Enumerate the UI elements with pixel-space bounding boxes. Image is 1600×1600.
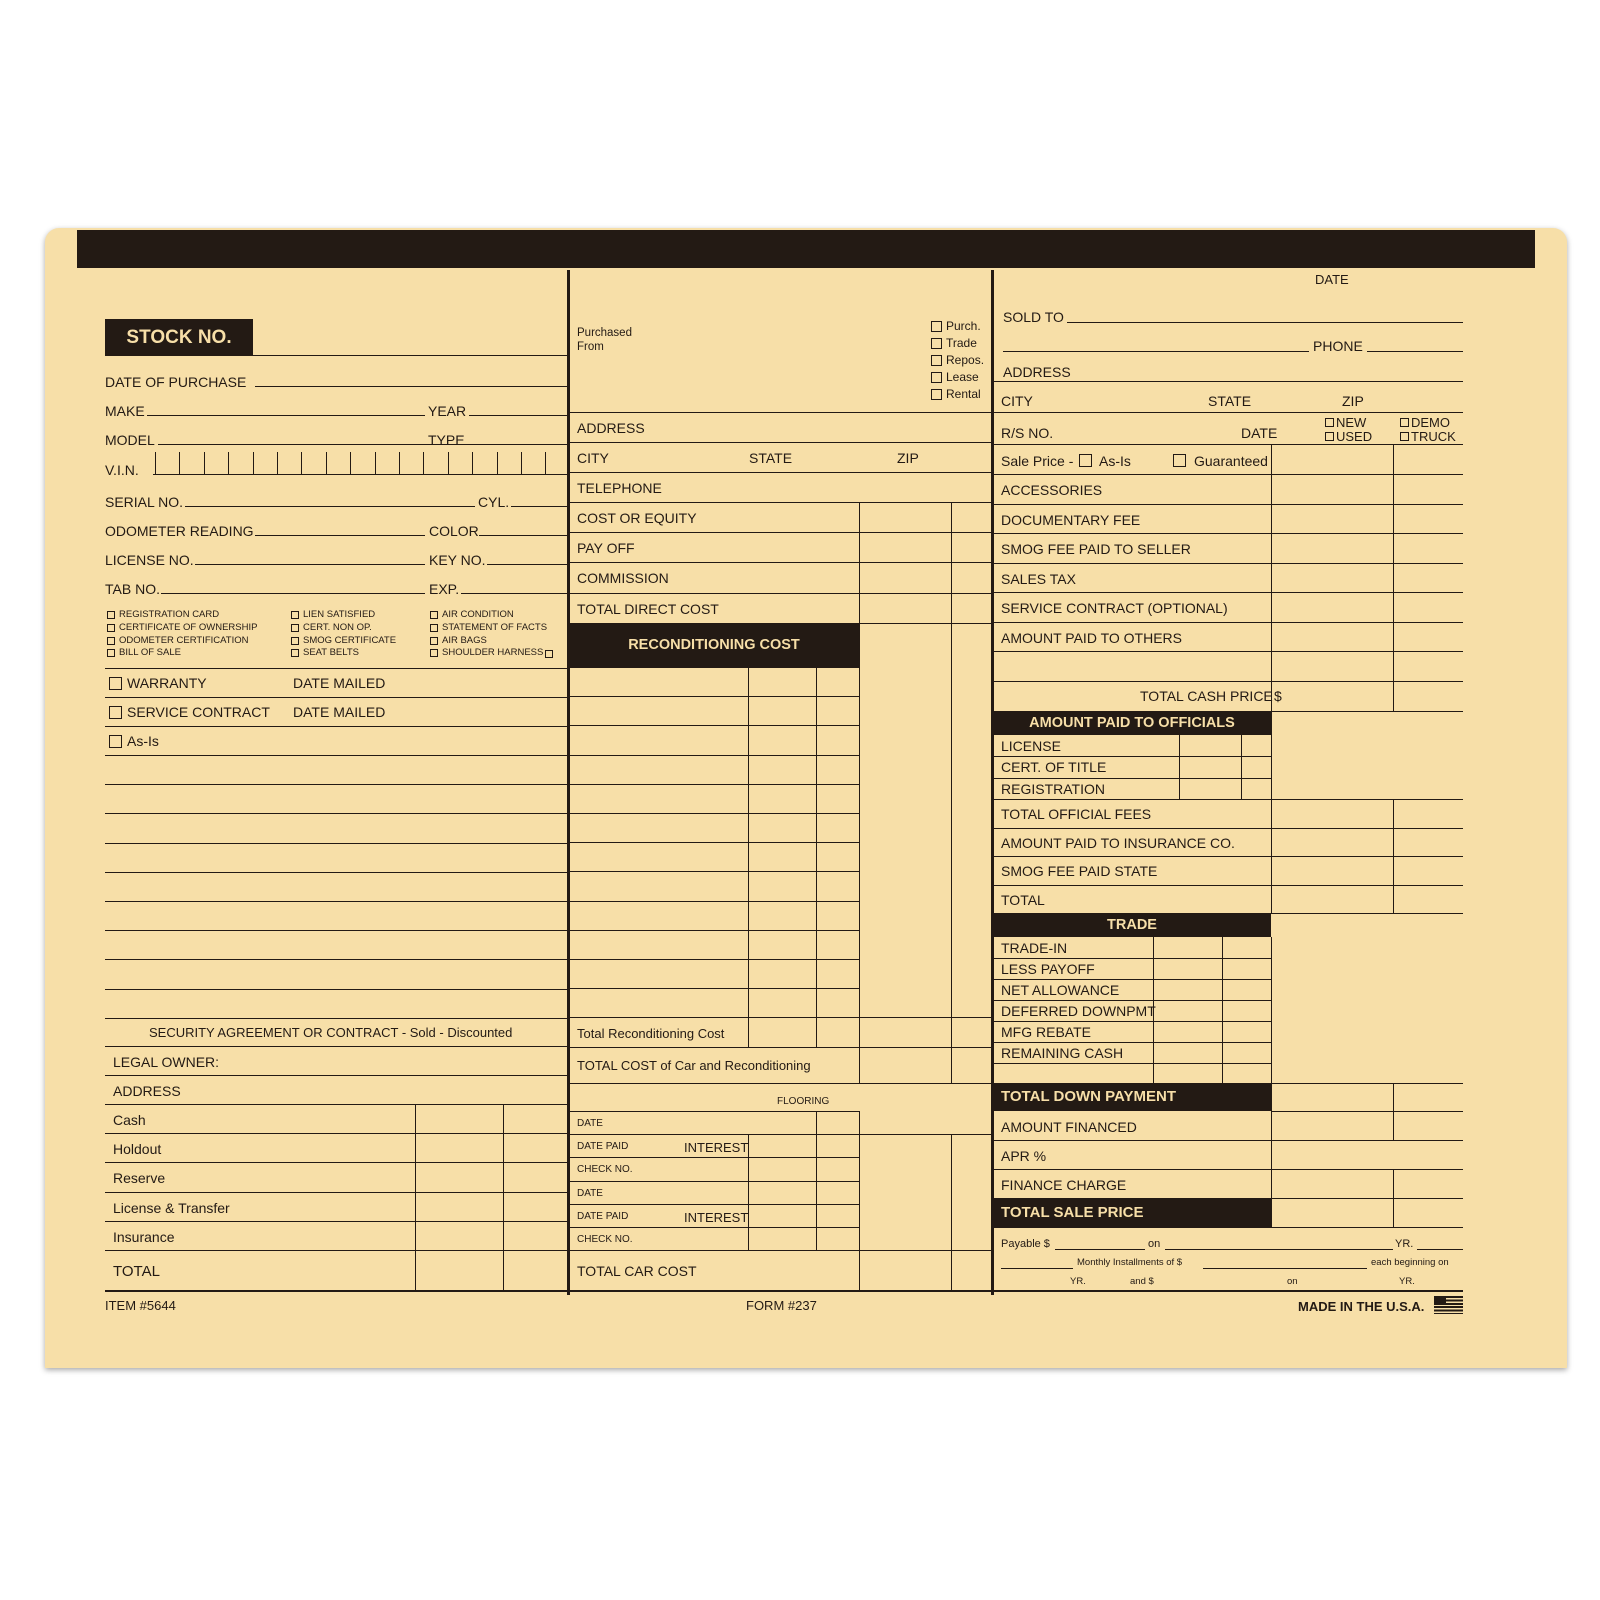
notes-line xyxy=(105,872,569,873)
document-checkbox[interactable] xyxy=(291,624,299,632)
sale-row-line xyxy=(993,622,1463,623)
buyer-address-label: ADDRESS xyxy=(1003,364,1071,380)
official-row-label: REGISTRATION xyxy=(1001,780,1105,797)
document-checkbox[interactable] xyxy=(107,637,115,645)
year-field[interactable] xyxy=(469,415,569,416)
divider xyxy=(105,697,569,698)
settlement-row-label: Insurance xyxy=(113,1228,175,1245)
type-label: TYPE xyxy=(428,432,465,448)
trade-row-line xyxy=(993,1042,1271,1043)
serial-no-field[interactable] xyxy=(185,506,475,507)
trade-row-line xyxy=(993,1063,1271,1064)
document-item: SMOG CERTIFICATE xyxy=(303,634,397,646)
divider xyxy=(569,502,991,503)
purchase-type-label: Lease xyxy=(946,370,979,384)
vin-box-divider xyxy=(301,452,302,474)
date-of-purchase-field[interactable] xyxy=(255,386,569,387)
document-item: LIEN SATISFIED xyxy=(303,609,376,620)
price-col-divider xyxy=(1393,444,1394,711)
direct-cost-row-label: PAY OFF xyxy=(577,540,635,557)
payable-field[interactable] xyxy=(1055,1249,1145,1250)
sale-row-label: SALES TAX xyxy=(1001,570,1076,587)
trade-row-line xyxy=(993,958,1271,959)
vin-box-divider xyxy=(497,452,498,474)
warranty-date-mailed-label: DATE MAILED xyxy=(293,675,386,691)
document-checkbox[interactable] xyxy=(291,611,299,619)
vin-box-divider xyxy=(204,452,205,474)
seller-city-label: CITY xyxy=(577,450,609,466)
top-band xyxy=(77,230,1535,268)
trade-row-line xyxy=(993,979,1271,980)
divider xyxy=(569,412,991,413)
column-divider-right xyxy=(991,270,994,1295)
purchase-type-checkbox[interactable] xyxy=(931,389,942,400)
sale-row-line xyxy=(993,681,1463,682)
vin-box-divider xyxy=(423,452,424,474)
used-label: USED xyxy=(1336,429,1373,444)
document-checkbox[interactable] xyxy=(430,637,438,645)
finance-col-divider xyxy=(1271,1083,1272,1227)
document-item: AIR BAGS xyxy=(442,634,487,646)
document-checkbox[interactable] xyxy=(291,649,299,657)
model-label: MODEL xyxy=(105,432,155,448)
finance-col-divider xyxy=(1393,1111,1394,1140)
service-contract-checkbox[interactable] xyxy=(109,706,122,719)
settlement-row-line xyxy=(105,1221,569,1222)
settlement-row-label: Cash xyxy=(113,1112,146,1128)
recon-col-divider xyxy=(748,667,749,1047)
us-flag-icon xyxy=(1434,1296,1463,1314)
sold-to-field-2[interactable] xyxy=(1003,351,1309,352)
service-contract-label: SERVICE CONTRACT xyxy=(127,704,270,720)
year-label: YEAR xyxy=(428,403,467,419)
buyer-zip-label: ZIP xyxy=(1342,393,1364,409)
total-cash-price-label: TOTAL CASH PRICE xyxy=(1140,688,1273,704)
officials-header: AMOUNT PAID TO OFFICIALS xyxy=(993,711,1271,735)
flooring-row-label: CHECK NO. xyxy=(577,1234,633,1245)
warranty-label: WARRANTY xyxy=(127,675,207,691)
flooring-col-divider xyxy=(816,1111,817,1250)
notes-line xyxy=(105,989,569,990)
settlement-row-label: Holdout xyxy=(113,1141,162,1158)
color-field[interactable] xyxy=(479,535,569,536)
flooring-row-label: DATE PAID xyxy=(577,1141,629,1152)
document-item: STATEMENT OF FACTS xyxy=(442,621,548,633)
trade-row-label: LESS PAYOFF xyxy=(1001,961,1095,977)
truck-checkbox[interactable] xyxy=(1400,432,1409,441)
recon-amount-divider xyxy=(951,624,952,1083)
payable-yr-label: YR. xyxy=(1395,1238,1414,1250)
document-item: SHOULDER HARNESS xyxy=(442,647,544,659)
settlement-row-line xyxy=(105,1162,569,1163)
document-checkbox[interactable] xyxy=(430,649,438,657)
sale-row-label: SMOG FEE PAID TO SELLER xyxy=(1001,541,1191,557)
finance-row-line xyxy=(993,1140,1463,1141)
total-cost-car-recon-label: TOTAL COST of Car and Reconditioning xyxy=(577,1058,811,1073)
trade-row-label: NET ALLOWANCE xyxy=(1001,982,1120,998)
key-no-label: KEY NO. xyxy=(429,552,486,568)
truck-label: TRUCK xyxy=(1411,429,1456,444)
notes-line xyxy=(105,901,569,902)
direct-cost-row-label: COMMISSION xyxy=(577,570,669,587)
legal-owner-address-label: ADDRESS xyxy=(113,1083,181,1099)
warranty-checkbox[interactable] xyxy=(109,677,122,690)
divider xyxy=(105,1104,569,1105)
sale-as-is-checkbox[interactable] xyxy=(1079,454,1092,467)
trade-col-divider xyxy=(1153,937,1154,1083)
notes-line xyxy=(105,813,569,814)
recon-col-divider xyxy=(816,667,817,1047)
vin-box-divider xyxy=(472,452,473,474)
settlement-row-line xyxy=(105,1250,569,1251)
form-number: FORM #237 xyxy=(746,1298,817,1313)
purchase-type-label: Rental xyxy=(946,387,981,401)
serial-no-label: SERIAL NO. xyxy=(105,494,184,510)
vin-box-divider xyxy=(350,452,351,474)
purchase-type-label: Purch. xyxy=(946,319,981,333)
seller-address-label: ADDRESS xyxy=(577,420,645,436)
stock-envelope xyxy=(45,228,1567,1368)
document-item: AIR CONDITION xyxy=(442,609,514,620)
divider xyxy=(569,472,991,473)
finance-row-label: APR % xyxy=(1001,1148,1047,1164)
bottom-rule xyxy=(993,1290,1463,1292)
finance-row-label: AMOUNT FINANCED xyxy=(1001,1119,1137,1135)
fee-row-label: TOTAL OFFICIAL FEES xyxy=(1001,806,1152,822)
service-contract-date-mailed-label: DATE MAILED xyxy=(293,704,386,720)
sale-date-label: DATE xyxy=(1315,272,1349,287)
trade-row-label: REMAINING CASH xyxy=(1001,1045,1124,1061)
total-cost-line xyxy=(569,1047,991,1048)
monthly-installments-field[interactable] xyxy=(1203,1268,1367,1269)
settlement-col-divider xyxy=(503,1104,504,1290)
sale-row-line xyxy=(993,563,1463,564)
finance-col-divider xyxy=(1393,1083,1394,1111)
notes-line xyxy=(105,959,569,960)
payable-yr-field[interactable] xyxy=(1417,1249,1463,1250)
settlement-row-line xyxy=(105,1192,569,1193)
finance-row-line xyxy=(1271,1111,1463,1112)
divider xyxy=(105,668,569,669)
trade-col-divider xyxy=(1222,937,1223,1083)
total-cost-bottom xyxy=(569,1083,991,1084)
final-yr-label: YR. xyxy=(1399,1276,1415,1287)
document-checkbox[interactable] xyxy=(545,650,553,658)
guaranteed-checkbox[interactable] xyxy=(1173,454,1186,467)
finance-col-divider xyxy=(1393,1169,1394,1227)
final-on-label: on xyxy=(1287,1276,1298,1287)
odometer-label: ODOMETER READING xyxy=(105,523,254,539)
flooring-row-label: DATE PAID xyxy=(577,1211,629,1222)
trade-col-divider xyxy=(1271,937,1272,1083)
as-is-checkbox[interactable] xyxy=(109,735,122,748)
document-checkbox[interactable] xyxy=(430,611,438,619)
sale-price-line xyxy=(993,474,1463,475)
bottom-rule xyxy=(569,1290,991,1292)
sale-row-line xyxy=(993,651,1463,652)
document-checkbox[interactable] xyxy=(107,624,115,632)
purchase-type-checkbox[interactable] xyxy=(931,321,942,332)
payable-label: Payable $ xyxy=(1001,1238,1050,1250)
exp-label: EXP. xyxy=(429,581,460,597)
sale-row-line xyxy=(993,592,1463,593)
recon-amount-divider xyxy=(859,624,860,1083)
flooring-row-label: CHECK NO. xyxy=(577,1164,633,1175)
divider xyxy=(569,442,991,443)
trade-row-label: MFG REBATE xyxy=(1001,1024,1091,1040)
payable-on-field[interactable] xyxy=(1165,1249,1393,1250)
official-row-line xyxy=(993,778,1271,779)
column-divider-left xyxy=(567,270,570,1295)
make-field[interactable] xyxy=(147,415,425,416)
settlement-row-label: Reserve xyxy=(113,1170,166,1187)
total-car-cost-line xyxy=(569,1250,991,1251)
purchase-type-checkbox[interactable] xyxy=(931,355,942,366)
license-no-field[interactable] xyxy=(195,564,425,565)
flooring-row-label: DATE xyxy=(577,1188,603,1199)
license-no-label: LICENSE NO. xyxy=(105,552,194,568)
sale-row-label: DOCUMENTARY FEE xyxy=(1001,511,1141,528)
document-checkbox[interactable] xyxy=(430,624,438,632)
sold-to-field[interactable] xyxy=(1067,322,1463,323)
flooring-total-line xyxy=(859,1134,991,1135)
sale-price-label: Sale Price - xyxy=(1001,453,1074,469)
notes-line xyxy=(105,843,569,844)
vin-box-divider xyxy=(521,452,522,474)
vin-label: V.I.N. xyxy=(105,462,139,478)
rs-date-label: DATE xyxy=(1241,425,1278,441)
stock-no-line[interactable] xyxy=(253,355,569,356)
total-reconditioning-label: Total Reconditioning Cost xyxy=(577,1026,725,1041)
item-number: ITEM #5644 xyxy=(105,1298,176,1313)
cyl-label: CYL. xyxy=(478,494,510,510)
trade-header: TRADE xyxy=(993,913,1271,937)
document-checkbox[interactable] xyxy=(291,637,299,645)
total-car-cost-label: TOTAL CAR COST xyxy=(577,1263,697,1279)
sale-row-label: AMOUNT PAID TO OTHERS xyxy=(1001,629,1182,646)
document-checkbox[interactable] xyxy=(107,611,115,619)
security-agreement-label: SECURITY AGREEMENT OR CONTRACT - Sold - Discounted xyxy=(149,1025,513,1040)
flooring-col-divider xyxy=(748,1134,749,1250)
total-car-cost-divider xyxy=(859,1250,860,1290)
vin-baseline xyxy=(153,474,569,475)
payable-on-label: on xyxy=(1148,1238,1161,1250)
stock-no-label: STOCK NO. xyxy=(105,319,253,356)
guaranteed-label: Guaranteed xyxy=(1194,453,1268,469)
installment-start-field[interactable] xyxy=(1001,1268,1073,1269)
made-in-usa: MADE IN THE U.S.A. xyxy=(1298,1299,1425,1314)
total-recon-line xyxy=(569,1017,991,1018)
direct-cost-row-label: TOTAL DIRECT COST xyxy=(577,600,719,617)
legal-owner-label: LEGAL OWNER: xyxy=(113,1054,220,1070)
cost-col-divider xyxy=(859,502,860,623)
settlement-row-label: License & Transfer xyxy=(113,1199,230,1216)
trade-row-label: TRADE-IN xyxy=(1001,940,1068,956)
vin-box-divider xyxy=(155,452,156,474)
total-sale-price-line xyxy=(993,1227,1463,1228)
purchased-from-label: Purchased From xyxy=(577,327,632,353)
fee-row-label: AMOUNT PAID TO INSURANCE CO. xyxy=(1001,834,1235,851)
bottom-rule xyxy=(105,1290,569,1292)
demo-checkbox[interactable] xyxy=(1400,418,1409,427)
tab-no-label: TAB NO. xyxy=(105,581,160,597)
flooring-label: FLOORING xyxy=(777,1096,830,1107)
flooring-col-divider xyxy=(859,1111,860,1250)
divider xyxy=(105,726,569,727)
vin-box-divider xyxy=(253,452,254,474)
reconditioning-cost-header: RECONDITIONING COST xyxy=(569,624,859,667)
notes-line xyxy=(105,1018,569,1019)
official-row-label: LICENSE xyxy=(1001,738,1061,754)
new-label: NEW xyxy=(1336,415,1367,430)
color-label: COLOR xyxy=(429,523,479,539)
odometer-field[interactable] xyxy=(255,535,425,536)
document-item: BILL OF SALE xyxy=(119,647,181,659)
seller-state-label: STATE xyxy=(749,450,793,466)
date-of-purchase-label: DATE OF PURCHASE xyxy=(105,374,247,390)
vin-box-divider xyxy=(545,452,546,474)
document-checkbox[interactable] xyxy=(107,649,115,657)
sale-row-line xyxy=(993,533,1463,534)
each-beginning-label: each beginning on xyxy=(1371,1257,1449,1268)
model-field[interactable] xyxy=(158,444,569,445)
finance-row-label: FINANCE CHARGE xyxy=(1001,1177,1127,1193)
sold-to-label: SOLD TO xyxy=(1003,309,1064,325)
sale-row-label: ACCESSORIES xyxy=(1001,482,1103,498)
direct-cost-row-line xyxy=(569,562,991,563)
sale-as-is-label: As-Is xyxy=(1099,453,1131,469)
vin-box-divider xyxy=(375,452,376,474)
official-col-divider xyxy=(1271,711,1272,799)
vin-box-divider xyxy=(399,452,400,474)
direct-cost-row-line xyxy=(569,532,991,533)
dollar-sign: $ xyxy=(1274,688,1282,704)
cyl-field[interactable] xyxy=(511,506,569,507)
notes-line xyxy=(105,755,569,756)
exp-field[interactable] xyxy=(461,593,569,594)
make-label: MAKE xyxy=(105,403,145,419)
fee-col-divider xyxy=(1393,799,1394,913)
monthly-installments-label: Monthly Installments of $ xyxy=(1077,1257,1183,1268)
settlement-row-line xyxy=(105,1133,569,1134)
fee-col-divider xyxy=(1271,799,1272,913)
official-row-label: CERT. OF TITLE xyxy=(1001,759,1107,776)
vin-box-divider xyxy=(228,452,229,474)
document-item: CERT. NON OP. xyxy=(303,621,372,633)
purchase-type-checkbox[interactable] xyxy=(931,338,942,349)
price-col-divider xyxy=(1271,444,1272,711)
purchase-type-label: Repos. xyxy=(946,353,985,367)
direct-cost-row-label: COST OR EQUITY xyxy=(577,510,697,526)
used-checkbox[interactable] xyxy=(1325,432,1334,441)
trade-row-line xyxy=(993,1000,1271,1001)
sale-row-label: SERVICE CONTRACT (OPTIONAL) xyxy=(1001,600,1228,616)
official-col-divider xyxy=(1241,735,1242,799)
notes-line xyxy=(105,784,569,785)
seller-zip-label: ZIP xyxy=(897,450,919,466)
vin-box-divider xyxy=(277,452,278,474)
divider xyxy=(993,381,1463,382)
settlement-col-divider xyxy=(415,1104,416,1290)
flooring-interest-label: INTEREST xyxy=(684,1140,749,1155)
fee-row-label: TOTAL xyxy=(1001,891,1045,908)
document-item: CERTIFICATE OF OWNERSHIP xyxy=(119,621,258,633)
vin-box-divider xyxy=(179,452,180,474)
notes-line xyxy=(105,930,569,931)
document-item: ODOMETER CERTIFICATION xyxy=(119,634,249,646)
total-down-payment-header: TOTAL DOWN PAYMENT xyxy=(993,1083,1271,1111)
buyer-city-label: CITY xyxy=(1001,393,1033,409)
flooring-col-divider xyxy=(951,1134,952,1290)
demo-label: DEMO xyxy=(1411,415,1450,430)
seller-telephone-label: TELEPHONE xyxy=(577,480,662,496)
official-col-divider xyxy=(1179,735,1180,799)
total-sale-price-header: TOTAL SALE PRICE xyxy=(993,1199,1271,1227)
key-no-field[interactable] xyxy=(487,564,569,565)
phone-field[interactable] xyxy=(1367,351,1463,352)
sale-row-line xyxy=(993,504,1463,505)
document-item: REGISTRATION CARD xyxy=(119,609,220,620)
divider xyxy=(105,1046,569,1047)
purchase-type-checkbox[interactable] xyxy=(931,372,942,383)
vin-box-divider xyxy=(448,452,449,474)
direct-cost-row-line xyxy=(569,593,991,594)
divider xyxy=(105,1075,569,1076)
document-item: SEAT BELTS xyxy=(303,647,359,659)
divider xyxy=(993,412,1463,413)
settlement-total-label: TOTAL xyxy=(113,1263,160,1280)
flooring-row-label: DATE xyxy=(577,1118,603,1129)
phone-label: PHONE xyxy=(1313,338,1363,354)
trade-row-line xyxy=(993,1021,1271,1022)
flooring-interest-label: INTEREST xyxy=(684,1210,749,1225)
purchase-type-label: Trade xyxy=(946,336,977,350)
official-row-line xyxy=(993,756,1271,757)
new-checkbox[interactable] xyxy=(1325,418,1334,427)
installment-yr-label: YR. xyxy=(1070,1276,1086,1287)
rs-no-label: R/S NO. xyxy=(1001,425,1054,441)
trade-row-label: DEFERRED DOWNPMT xyxy=(1001,1003,1156,1019)
fee-row-label: SMOG FEE PAID STATE xyxy=(1001,863,1158,879)
tab-no-field[interactable] xyxy=(161,593,425,594)
and-label: and $ xyxy=(1130,1276,1154,1287)
cost-col-divider xyxy=(951,502,952,623)
vin-box-divider xyxy=(326,452,327,474)
as-is-label: As-Is xyxy=(127,733,159,749)
buyer-state-label: STATE xyxy=(1208,393,1252,409)
